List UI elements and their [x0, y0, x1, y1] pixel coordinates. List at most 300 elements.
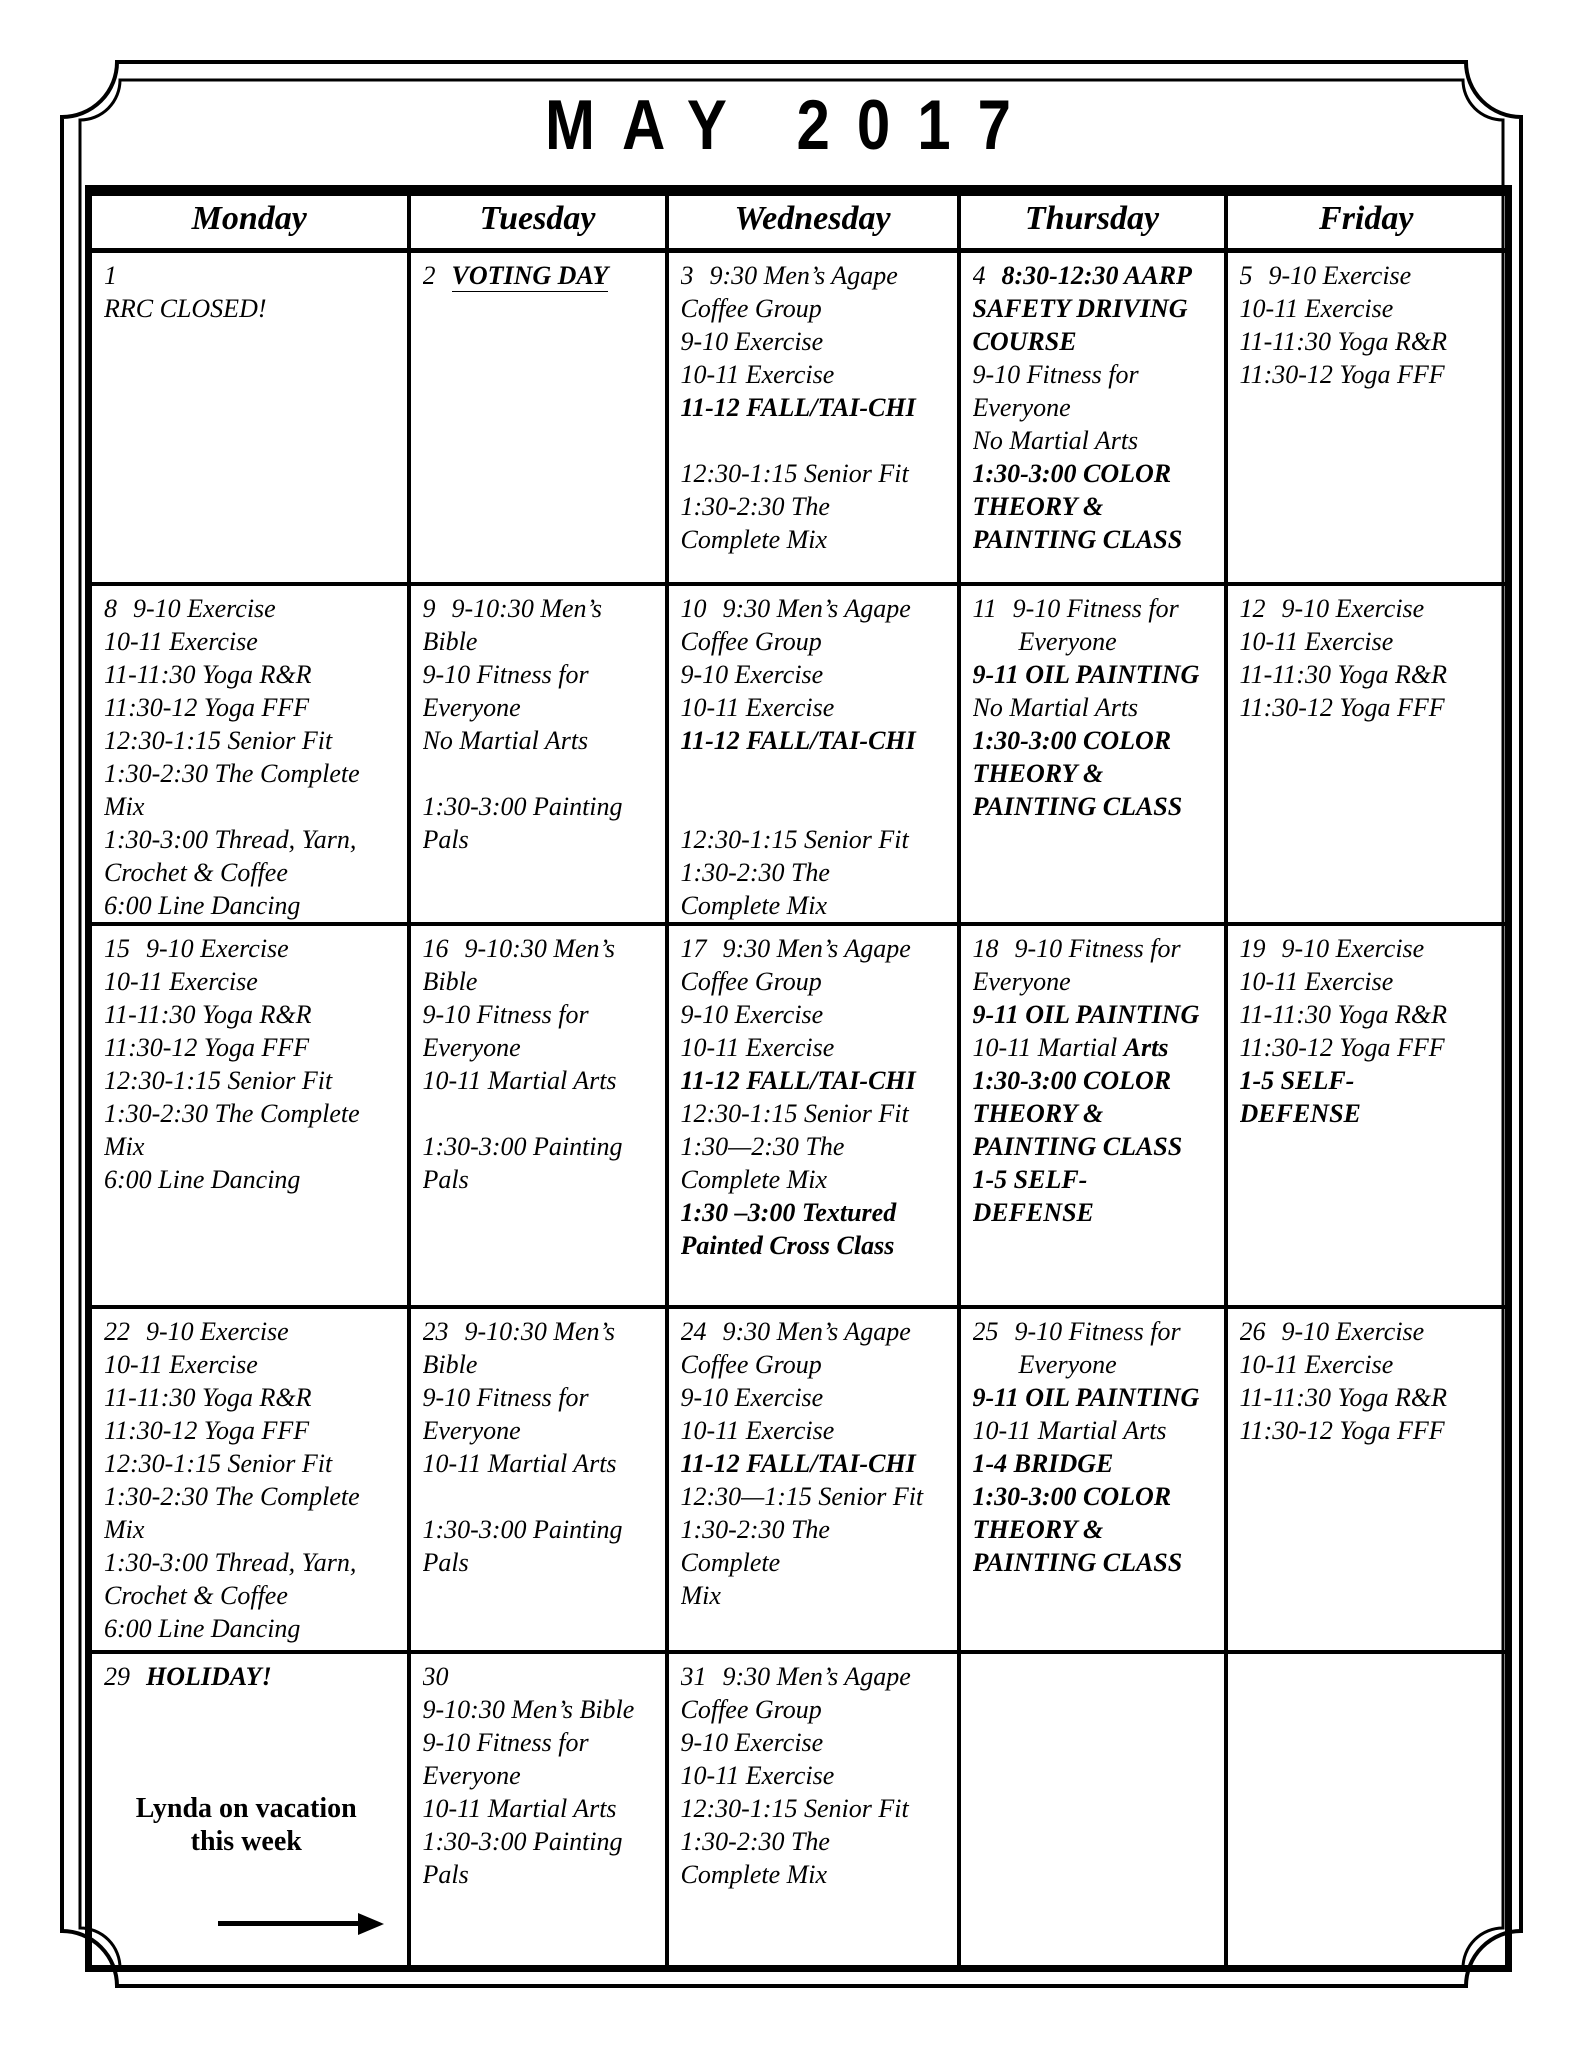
- event-text: Mix: [104, 1131, 145, 1161]
- event-text: 9-10 Fitness for: [1014, 1316, 1181, 1346]
- event-line: [681, 1229, 953, 1262]
- day-cell: [959, 1307, 1226, 1652]
- event-text: 9-10 Exercise: [680, 1727, 824, 1757]
- event-text: 11:30-12 Yoga FFF: [104, 692, 310, 722]
- event-text: 9:30 Men’s Agape: [722, 1661, 911, 1691]
- event-text: Coffee Group: [680, 626, 822, 656]
- event-text: 11:30-12 Yoga FFF: [104, 1415, 310, 1445]
- event-text: 10-11 Exercise: [1239, 966, 1394, 996]
- page-title: MAY 2017: [545, 85, 1038, 165]
- event-line: [681, 1858, 953, 1891]
- event-line: [423, 1163, 661, 1196]
- day-number: 9: [422, 593, 436, 623]
- day-cell: [959, 251, 1226, 584]
- event-text: 10-11 Exercise: [104, 966, 258, 996]
- event-text: 1-4 BRIDGE: [972, 1448, 1114, 1478]
- day-number: 3: [680, 261, 694, 290]
- event-line: [681, 1163, 953, 1196]
- event-line: [681, 1759, 953, 1792]
- day-number-line: [973, 259, 1220, 292]
- event-text: Bible: [422, 1349, 478, 1379]
- day-number: 17: [680, 933, 707, 963]
- event-line: [681, 325, 953, 358]
- event-line: [1240, 998, 1502, 1031]
- event-line: [681, 1130, 953, 1163]
- day-number: 26: [1239, 1316, 1266, 1346]
- day-cell: [1226, 924, 1509, 1307]
- event-line: [104, 1726, 403, 1759]
- event-text: Coffee Group: [680, 1694, 822, 1724]
- event-text: 10-11 Exercise: [1239, 1349, 1394, 1379]
- event-line: [681, 391, 953, 424]
- week-row: [89, 1652, 1509, 1969]
- event-line: [973, 790, 1220, 823]
- event-line: [104, 1905, 403, 1938]
- event-line: [104, 757, 403, 790]
- day-cell: [409, 584, 667, 924]
- event-line: [681, 658, 953, 691]
- event-text: DEFENSE: [1239, 1098, 1361, 1128]
- day-cell: [667, 1652, 959, 1969]
- week-row: [89, 924, 1509, 1307]
- event-line: [681, 691, 953, 724]
- event-text: 1:30-3:00 Painting: [422, 1131, 623, 1161]
- event-line: [681, 757, 953, 790]
- day-number-line: [681, 1315, 953, 1348]
- event-text: DEFENSE: [972, 1197, 1094, 1227]
- event-text: THEORY &: [972, 1514, 1104, 1544]
- day-cell: [89, 1307, 409, 1652]
- event-line: [681, 490, 953, 523]
- event-line: [973, 292, 1220, 325]
- event-text: 11:30-12 Yoga FFF: [1239, 1415, 1445, 1445]
- event-line: [423, 1064, 661, 1097]
- event-line: [423, 1726, 661, 1759]
- event-line: [681, 998, 953, 1031]
- event-text: 12:30-1:15 Senior Fit: [680, 824, 909, 854]
- event-text: 1:30-2:30 The Complete: [104, 1098, 360, 1128]
- event-line: [973, 691, 1220, 724]
- event-line: [423, 790, 661, 823]
- event-line: [681, 1447, 953, 1480]
- day-number: 15: [104, 933, 130, 963]
- day-number: 1: [104, 261, 117, 290]
- event-line: [973, 490, 1220, 523]
- day-number: 23: [422, 1316, 449, 1346]
- event-text: Pals: [422, 1164, 469, 1194]
- event-line: [973, 625, 1220, 658]
- event-text: 9-11 OIL PAINTING: [972, 1382, 1200, 1412]
- event-line: [104, 1097, 403, 1130]
- event-line: [104, 856, 403, 889]
- event-line: [973, 1064, 1220, 1097]
- event-line: [681, 1579, 953, 1612]
- event-text: Coffee Group: [680, 294, 822, 323]
- event-line: [104, 1825, 403, 1858]
- event-text: 1:30 –3:00 Textured: [680, 1197, 897, 1227]
- event-text: 9-10 Exercise: [680, 327, 824, 356]
- event-line: [681, 424, 953, 457]
- event-text: 9-10 Exercise: [1268, 261, 1412, 290]
- event-line: [1240, 325, 1502, 358]
- event-text: 11:30-12 Yoga FFF: [1239, 692, 1445, 722]
- event-text: 1:30-2:30 The: [680, 492, 830, 521]
- event-line: [973, 658, 1220, 691]
- event-text: Complete: [680, 1547, 781, 1577]
- event-line: [423, 1825, 661, 1858]
- event-text: 6:00 Line Dancing: [104, 1164, 301, 1194]
- event-line: [423, 757, 661, 790]
- day-number-line: [1240, 932, 1502, 965]
- day-cell: [409, 251, 667, 584]
- day-cell: [667, 251, 959, 584]
- event-line: [104, 790, 403, 823]
- event-line: [423, 1130, 661, 1163]
- event-text: Coffee Group: [680, 1349, 822, 1379]
- event-text: 9-10 Exercise: [680, 1382, 824, 1412]
- event-text: 9-10 Fitness for: [422, 1382, 589, 1412]
- event-line: [681, 1546, 953, 1579]
- event-text: Painted Cross Class: [680, 1230, 895, 1260]
- event-line: [104, 1031, 403, 1064]
- event-text: 11:30-12 Yoga FFF: [1239, 1032, 1445, 1062]
- event-text: Complete Mix: [680, 890, 828, 920]
- event-text: Mix: [104, 791, 145, 821]
- day-cell: [409, 924, 667, 1307]
- event-line: [423, 658, 661, 691]
- day-cell: [1226, 251, 1509, 584]
- event-text: 10-11 Exercise: [680, 1760, 835, 1790]
- event-line: [104, 1130, 403, 1163]
- event-text: 11-11:30 Yoga R&R: [1239, 327, 1448, 356]
- event-line: [973, 757, 1220, 790]
- event-text: 9-10 Fitness for: [422, 659, 589, 689]
- event-text: THEORY &: [972, 758, 1104, 788]
- event-line: [423, 823, 661, 856]
- week-row: [89, 251, 1509, 584]
- event-text: Everyone: [422, 1415, 521, 1445]
- event-text: 11-12 FALL/TAI-CHI: [680, 725, 916, 755]
- event-line: [1240, 1064, 1502, 1097]
- day-cell: [959, 924, 1226, 1307]
- event-text: 1:30-3:00 Painting: [422, 1826, 623, 1856]
- event-text: 9-10 Fitness for: [1014, 933, 1181, 963]
- event-text: 9:30 Men’s Agape: [722, 593, 911, 623]
- event-line: [423, 965, 661, 998]
- event-text: Complete Mix: [680, 1164, 828, 1194]
- day-number-line: [423, 1660, 661, 1693]
- event-text: 12:30-1:15 Senior Fit: [680, 459, 909, 488]
- event-text: Everyone: [422, 1760, 521, 1790]
- event-text: Complete Mix: [680, 1859, 828, 1889]
- event-line: [1240, 1348, 1502, 1381]
- day-number: 8: [104, 593, 117, 623]
- event-line: [423, 1759, 661, 1792]
- event-line: [973, 1348, 1220, 1381]
- weekday-header: Wednesday: [667, 191, 959, 251]
- event-line: [104, 1348, 403, 1381]
- event-line: [104, 889, 403, 922]
- event-line: [423, 1348, 661, 1381]
- event-text: 1:30-3:00 COLOR: [972, 725, 1172, 755]
- day-number-line: [1240, 592, 1502, 625]
- event-line: [973, 1381, 1220, 1414]
- event-line: [104, 823, 403, 856]
- event-line: [681, 856, 953, 889]
- event-text: Pals: [422, 1859, 469, 1889]
- event-text: 1:30-3:00 Thread, Yarn,: [104, 824, 357, 854]
- event-text: 9-10:30 Men’s: [464, 1316, 615, 1346]
- event-text: No Martial Arts: [422, 725, 589, 755]
- event-text: 1:30-2:30 The: [680, 1514, 830, 1544]
- event-text: 10-11 Martial Arts: [422, 1448, 617, 1478]
- event-text: 9-10 Exercise: [680, 999, 824, 1029]
- event-text: 11-11:30 Yoga R&R: [104, 999, 312, 1029]
- day-number-line: [681, 592, 953, 625]
- event-text: 11-11:30 Yoga R&R: [104, 659, 312, 689]
- event-line: [973, 965, 1220, 998]
- event-line: [423, 1480, 661, 1513]
- event-text: 9-10 Fitness for: [422, 1727, 589, 1757]
- event-line: [681, 1792, 953, 1825]
- event-line: [973, 1513, 1220, 1546]
- event-text: 11-11:30 Yoga R&R: [1239, 659, 1448, 689]
- event-line: [973, 325, 1220, 358]
- event-line: [1240, 965, 1502, 998]
- day-number: 29: [104, 1661, 130, 1691]
- event-line: [973, 523, 1220, 556]
- event-line: [681, 724, 953, 757]
- event-line: [1240, 691, 1502, 724]
- event-line: [423, 1792, 661, 1825]
- event-line: [681, 1097, 953, 1130]
- day-number: 30: [422, 1661, 449, 1691]
- event-text: Lynda on vacation: [135, 1792, 357, 1824]
- day-cell: [89, 924, 409, 1307]
- event-line: [681, 1064, 953, 1097]
- day-number: 10: [680, 593, 707, 623]
- event-line: [973, 1480, 1220, 1513]
- event-line: [681, 625, 953, 658]
- event-text: 10-11 Martial: [972, 1032, 1124, 1062]
- event-line: [423, 998, 661, 1031]
- event-text: 8:30-12:30 AARP: [1001, 261, 1192, 290]
- event-text: Crochet & Coffee: [104, 857, 288, 887]
- day-number-line: [104, 592, 403, 625]
- event-line: [423, 1546, 661, 1579]
- day-number-line: [423, 1315, 661, 1348]
- day-cell: [667, 1307, 959, 1652]
- day-number: 19: [1239, 933, 1266, 963]
- event-text: No Martial Arts: [972, 426, 1139, 455]
- event-text: COURSE: [972, 327, 1077, 356]
- event-text: No Martial Arts: [972, 692, 1139, 722]
- day-number-line: [973, 592, 1220, 625]
- event-line: [973, 1031, 1220, 1064]
- event-text: 9-11 OIL PAINTING: [972, 999, 1200, 1029]
- event-text: Crochet & Coffee: [104, 1580, 288, 1610]
- event-text: 1:30-3:00 COLOR: [972, 459, 1172, 488]
- event-text: 9-10 Fitness for: [972, 360, 1139, 389]
- event-line: [423, 724, 661, 757]
- day-number: 25: [972, 1316, 999, 1346]
- day-cell: [409, 1652, 667, 1969]
- event-text: 12:30-1:15 Senior Fit: [680, 1793, 909, 1823]
- event-line: [681, 1693, 953, 1726]
- event-text: 10-11 Exercise: [680, 360, 835, 389]
- day-number-line: [973, 1315, 1220, 1348]
- event-text: 11-11:30 Yoga R&R: [104, 1382, 312, 1412]
- event-line: [104, 1759, 403, 1792]
- event-line: [104, 1612, 403, 1645]
- event-text: Mix: [104, 1514, 145, 1544]
- day-number: 5: [1239, 261, 1253, 290]
- event-text: 10-11 Exercise: [1239, 626, 1394, 656]
- event-text: 1:30-2:30 The Complete: [104, 758, 360, 788]
- day-number: 24: [680, 1316, 707, 1346]
- day-number: 18: [972, 933, 999, 963]
- event-text: 11:30-12 Yoga FFF: [1239, 360, 1445, 389]
- event-text: 9:30 Men’s Agape: [709, 261, 898, 290]
- week-row: [89, 584, 1509, 924]
- event-line: [104, 292, 403, 325]
- event-text: 10-11 Exercise: [1239, 294, 1394, 323]
- day-cell: [667, 584, 959, 924]
- event-line: [423, 1381, 661, 1414]
- event-line: [104, 1414, 403, 1447]
- day-cell: [89, 1652, 409, 1969]
- event-line: [681, 523, 953, 556]
- event-text: this week: [190, 1825, 302, 1857]
- day-number-line: [973, 932, 1220, 965]
- event-text: 10-11 Exercise: [104, 1349, 258, 1379]
- event-text: 9:30 Men’s Agape: [722, 933, 911, 963]
- event-line: [681, 790, 953, 823]
- event-text: 11-12 FALL/TAI-CHI: [680, 1448, 916, 1478]
- weekday-header: Thursday: [959, 191, 1226, 251]
- weekday-header: Monday: [89, 191, 409, 251]
- event-line: [104, 1064, 403, 1097]
- event-text: 9-10 Exercise: [1281, 593, 1425, 623]
- event-line: [423, 1513, 661, 1546]
- event-text: THEORY &: [972, 492, 1104, 521]
- event-line: [104, 1579, 403, 1612]
- event-text: 11:30-12 Yoga FFF: [104, 1032, 310, 1062]
- day-number: 11: [972, 593, 997, 623]
- day-cell: [89, 251, 409, 584]
- event-text: 6:00 Line Dancing: [104, 1613, 301, 1643]
- empty-day-cell: [959, 1652, 1226, 1969]
- day-number: 22: [104, 1316, 130, 1346]
- event-line: [104, 965, 403, 998]
- event-line: [681, 889, 953, 922]
- event-line: [104, 724, 403, 757]
- event-text: Bible: [422, 626, 478, 656]
- event-text: 10-11 Exercise: [680, 692, 835, 722]
- day-number-line: [104, 1660, 403, 1693]
- event-line: [423, 1858, 661, 1891]
- event-line: [973, 1097, 1220, 1130]
- event-line: [104, 1546, 403, 1579]
- day-number-line: [681, 932, 953, 965]
- event-line: [681, 965, 953, 998]
- event-line: [681, 823, 953, 856]
- event-line: [423, 625, 661, 658]
- day-number: 31: [680, 1661, 707, 1691]
- event-line: [104, 1163, 403, 1196]
- event-line: [104, 1513, 403, 1546]
- event-line: [973, 724, 1220, 757]
- day-number-line: [423, 592, 661, 625]
- event-line: [104, 691, 403, 724]
- event-text: Pals: [422, 1547, 469, 1577]
- event-text: 1:30-2:30 The: [680, 857, 830, 887]
- day-number-line: [423, 259, 661, 292]
- event-text: 11-12 FALL/TAI-CHI: [680, 393, 916, 422]
- event-text: 9-10 Exercise: [1281, 933, 1425, 963]
- event-line: [973, 1414, 1220, 1447]
- event-line: [1240, 658, 1502, 691]
- event-text: 10-11 Martial Arts: [422, 1793, 617, 1823]
- event-line: [681, 1726, 953, 1759]
- day-number-line: [104, 932, 403, 965]
- event-text: PAINTING CLASS: [972, 1131, 1183, 1161]
- event-line: [681, 1825, 953, 1858]
- event-line: [1240, 625, 1502, 658]
- event-text: SAFETY DRIVING: [972, 294, 1188, 323]
- event-text: 12:30-1:15 Senior Fit: [104, 1065, 333, 1095]
- event-line: [423, 1097, 661, 1130]
- event-line: [681, 1031, 953, 1064]
- event-text: VOTING DAY: [452, 261, 609, 292]
- event-line: [681, 457, 953, 490]
- day-number: 4: [972, 261, 986, 290]
- event-line: [104, 1381, 403, 1414]
- event-line: [973, 424, 1220, 457]
- event-text: 12:30-1:15 Senior Fit: [104, 725, 333, 755]
- event-line: [104, 998, 403, 1031]
- event-line: [104, 1792, 403, 1825]
- day-number: 12: [1239, 593, 1266, 623]
- day-number-line: [1240, 259, 1502, 292]
- event-line: [104, 658, 403, 691]
- event-text: 10-11 Exercise: [680, 1415, 835, 1445]
- day-cell: [1226, 584, 1509, 924]
- event-text: 1-5 SELF-: [1239, 1065, 1355, 1095]
- event-line: [1240, 1381, 1502, 1414]
- event-text: 9-10 Exercise: [680, 659, 824, 689]
- event-text: 1-5 SELF-: [972, 1164, 1088, 1194]
- day-cell: [89, 584, 409, 924]
- event-text: 1:30-3:00 COLOR: [972, 1481, 1172, 1511]
- day-number: 16: [422, 933, 449, 963]
- event-line: [1240, 1414, 1502, 1447]
- event-text: 12:30-1:15 Senior Fit: [104, 1448, 333, 1478]
- event-text: HOLIDAY!: [146, 1661, 272, 1691]
- event-line: [973, 1130, 1220, 1163]
- event-line: [681, 1381, 953, 1414]
- event-line: [681, 1414, 953, 1447]
- event-text: 11-11:30 Yoga R&R: [1239, 1382, 1448, 1412]
- calendar-table: [85, 185, 1512, 1972]
- day-number-line: [681, 1660, 953, 1693]
- event-line: [681, 1513, 953, 1546]
- event-text: RRC CLOSED!: [104, 294, 267, 323]
- empty-day-cell: [1226, 1652, 1509, 1969]
- event-line: [681, 292, 953, 325]
- weekday-header-row: [89, 191, 1509, 251]
- event-text: 9-10 Exercise: [146, 1316, 289, 1346]
